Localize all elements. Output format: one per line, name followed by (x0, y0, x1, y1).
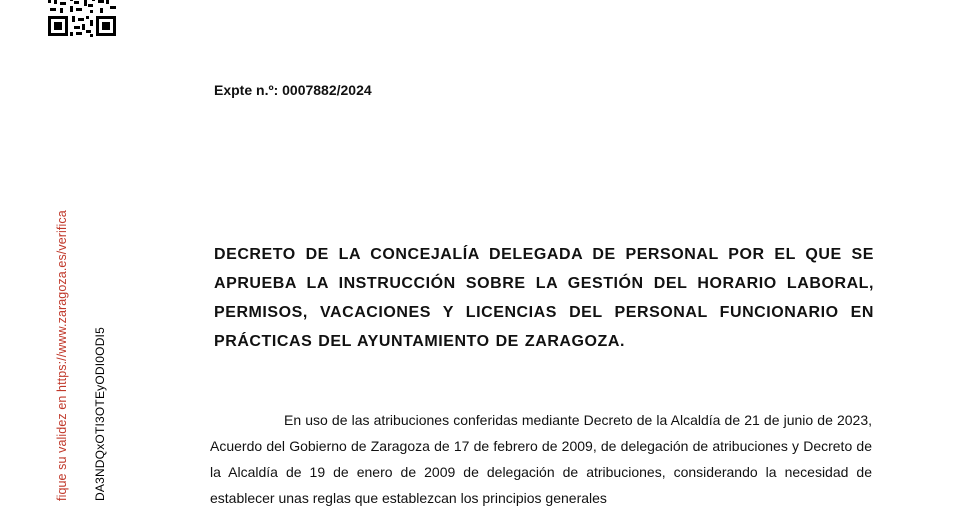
body-paragraph: En uso de las atribuciones conferidas mediante Decreto de la Alcaldía de 21 de junio de 2023, Acuerdo del Gobierno de Zaragoza de 17 de febrero de 2009, de delegación de atribuciones y Decreto de la Alcaldía de 19 de enero de 2009 de delegación de atribuciones, considerando la necesidad de establecer unas reglas que establezcan los principios generales (210, 412, 872, 506)
verification-code: DA3NDQxOTI3OTEyODI0ODI5 (93, 327, 107, 501)
verification-url-text: fique su validez en https://www.zaragoza.es/verifica (55, 210, 69, 501)
document-title: DECRETO DE LA CONCEJALÍA DELEGADA DE PERSONAL POR EL QUE SE APRUEBA LA INSTRUCCIÓN SOBRE LA GESTIÓN DEL HORARIO LABORAL, PERMISOS, VACACIONES Y LICENCIAS DEL PERSONAL FUNCIONARIO EN PRÁCTICAS DEL AYUNTAMIENTO DE ZARAGOZA. (214, 246, 874, 350)
expediente-number: Expte n.º: 0007882/2024 (214, 82, 372, 98)
qr-code (46, 0, 118, 38)
